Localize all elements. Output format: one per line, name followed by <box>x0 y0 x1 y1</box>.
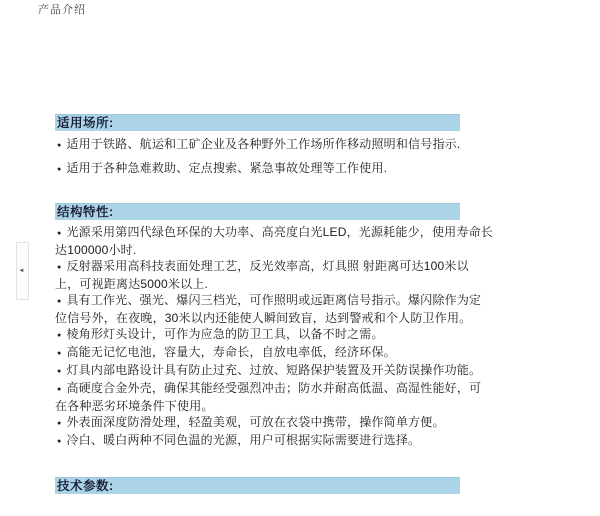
text-line <box>55 432 460 450</box>
bullet-icon: ● <box>57 386 62 393</box>
text-line-content: 达100000小时. <box>55 243 137 257</box>
text-line <box>55 380 482 398</box>
text-line-content: 上，可视距离达5000米以上. <box>55 277 209 291</box>
text-line-content: 反射器采用高科技表面处理工艺，反光效率高，灯具照 射距离可达100米以 <box>66 259 469 273</box>
bullet-icon: ● <box>57 350 62 357</box>
bullet-icon: ● <box>57 230 62 237</box>
text-line <box>55 258 469 276</box>
bullet-icon: ● <box>57 420 62 427</box>
text-line-content: 在各种恶劣环境条件下使用。 <box>55 399 214 413</box>
text-line <box>55 344 460 362</box>
text-line <box>55 414 460 432</box>
text-line <box>55 398 460 414</box>
text-line-content: 具有工作光、强光、爆闪三档光，可作照明或远距离信号指示。爆闪除作为定 <box>66 293 482 307</box>
section-heading: 结构特性: <box>55 203 460 220</box>
text-line <box>55 157 460 181</box>
text-line <box>55 224 493 242</box>
section-body <box>55 224 493 450</box>
bullet-icon: ● <box>57 166 62 173</box>
text-line-content: 高能无记忆电池，容量大，寿命长，自放电率低，经济环保。 <box>66 345 396 359</box>
text-line-content: 适用于铁路、航运和工矿企业及各种野外工作场所作移动照明和信号指示. <box>66 137 461 151</box>
text-line-content: 灯具内部电路设计具有防止过充、过放、短路保护装置及开关防误操作功能。 <box>66 363 482 377</box>
section-body <box>55 133 460 181</box>
text-line-content: 光源采用第四代绿色环保的大功率、高亮度白光LED，光源耗能少，使用寿命长 <box>66 225 493 239</box>
bullet-icon: ● <box>57 264 62 271</box>
section-heading: 适用场所: <box>55 114 460 131</box>
collapse-arrow-icon: ◄ <box>18 268 25 274</box>
text-line <box>55 133 460 157</box>
text-line-content: 位信号外，在夜晚，30米以内还能使人瞬间致盲，达到警戒和个人防卫作用。 <box>55 311 472 325</box>
bullet-icon: ● <box>57 332 62 339</box>
section-applicable-places <box>55 114 460 181</box>
text-line <box>55 292 482 310</box>
bullet-icon: ● <box>57 298 62 305</box>
text-line <box>55 362 482 380</box>
section-technical-parameters <box>55 477 460 496</box>
section-structural-features <box>55 203 493 450</box>
text-line <box>55 276 460 292</box>
text-line <box>55 326 460 344</box>
text-line <box>55 310 472 326</box>
bullet-icon: ● <box>57 368 62 375</box>
text-line-content: 冷白、暖白两种不同色温的光源，用户可根据实际需要进行选择。 <box>66 433 421 447</box>
page-title: 产品介绍 <box>38 4 86 16</box>
bullet-icon: ● <box>57 438 62 445</box>
text-line-content: 高硬度合金外壳，确保其能经受强烈冲击；防水并耐高低温、高湿性能好，可 <box>66 381 482 395</box>
bullet-icon: ● <box>57 142 62 149</box>
text-line-content: 棱角形灯头设计，可作为应急的防卫工具，以备不时之需。 <box>66 327 384 341</box>
section-heading: 技术参数: <box>55 477 460 494</box>
sidebar-collapse-toggle[interactable] <box>16 242 29 300</box>
text-line-content: 外表面深度防滑处理，轻盈美观，可放在衣袋中携带，操作简单方便。 <box>66 415 445 429</box>
text-line <box>55 242 460 258</box>
text-line-content: 适用于各种急难救助、定点搜索、紧急事故处理等工作使用. <box>66 161 388 175</box>
